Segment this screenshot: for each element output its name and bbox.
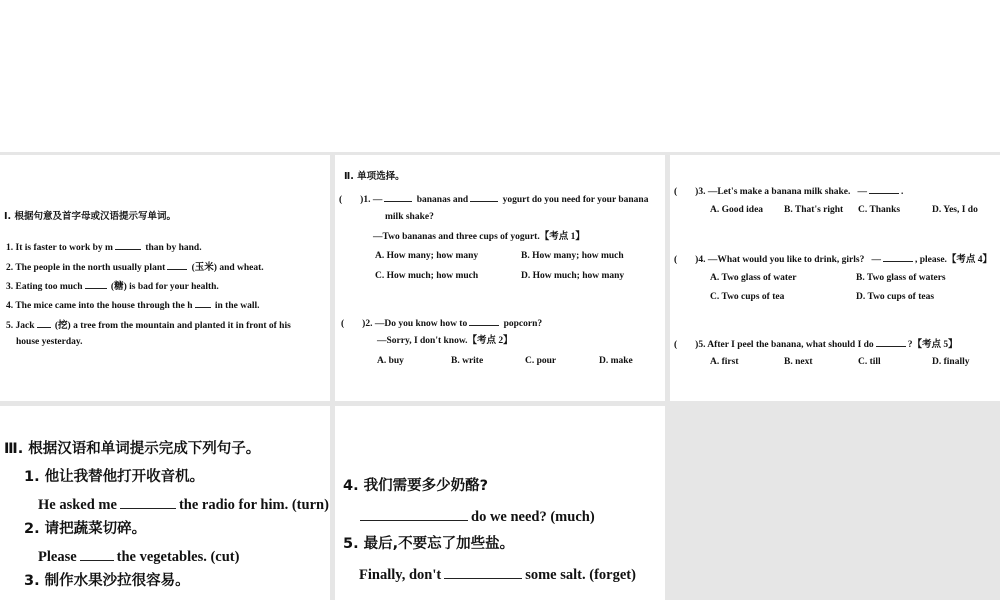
answer-blank[interactable] (115, 239, 141, 250)
answer-blank[interactable] (37, 317, 51, 328)
s1-item-3: 3. Eating too much (糖) is bad for your health. (6, 278, 219, 293)
s3-item-5-cn: 5. 最后,不要忘了加些盐。 (343, 536, 515, 552)
q5-option-d[interactable]: D. finally (932, 357, 970, 367)
q3-option-a[interactable]: A. Good idea (710, 205, 764, 215)
q5-option-b[interactable]: B. next (784, 357, 813, 367)
q2-stem: ( )2. —Do you know how to popcorn? (341, 315, 542, 330)
answer-blank[interactable] (883, 251, 913, 262)
q2-option-d[interactable]: D. make (599, 356, 633, 366)
answer-blank[interactable] (85, 278, 107, 289)
q2-option-b[interactable]: B. write (451, 356, 484, 366)
q2-answer: —Sorry, I don't know.【考点 2】 (377, 336, 513, 346)
answer-blank[interactable] (444, 564, 522, 579)
q1-option-a[interactable]: A. How many; how many (375, 251, 479, 261)
q4-option-a[interactable]: A. Two glass of water (710, 273, 797, 283)
s1-item-2: 2. The people in the north usually plant (玉米) and wheat. (6, 259, 264, 274)
q4-option-d[interactable]: D. Two cups of teas (856, 292, 935, 302)
answer-blank[interactable] (167, 259, 187, 270)
q3-option-d[interactable]: D. Yes, I do (932, 205, 978, 215)
s3-item-1-cn: 1. 他让我替他打开收音机。 (24, 469, 205, 485)
q4-option-b[interactable]: B. Two glass of waters (856, 273, 946, 283)
answer-blank[interactable] (469, 315, 499, 326)
q3-stem: ( )3. —Let's make a banana milk shake. — . (674, 183, 903, 198)
s3-item-4-en: do we need? (much) (357, 506, 595, 526)
q4-stem: ( )4. —What would you like to drink, girls? — , please.【考点 4】 (674, 251, 992, 266)
answer-blank[interactable] (360, 506, 468, 521)
answer-blank[interactable] (80, 546, 114, 561)
answer-blank[interactable] (120, 494, 176, 509)
panel-section-3a (0, 406, 330, 600)
q1-stem-cont: milk shake? (385, 212, 434, 222)
q4-option-c[interactable]: C. Two cups of tea (710, 292, 785, 302)
answer-blank[interactable] (195, 297, 211, 308)
panel-section-2a (335, 155, 665, 401)
q3-option-c[interactable]: C. Thanks (858, 205, 901, 215)
q1-option-b[interactable]: B. How many; how much (521, 251, 624, 261)
answer-blank[interactable] (876, 336, 906, 347)
q1-answer: —Two bananas and three cups of yogurt.【考点 1】 (373, 232, 585, 242)
section-2-title: Ⅱ. 单项选择。 (344, 171, 405, 182)
panel-section-2b (670, 155, 1000, 401)
q2-option-c[interactable]: C. pour (525, 356, 557, 366)
s3-item-5-en: Finally, don't some salt. (forget) (359, 564, 636, 584)
section-3-title: Ⅲ. 根据汉语和单词提示完成下列句子。 (4, 441, 261, 457)
s3-item-1-en: He asked me the radio for him. (turn) (38, 494, 329, 514)
empty-panel (670, 406, 1000, 600)
s1-item-1: 1. It is faster to work by m than by hand. (6, 239, 202, 254)
q2-option-a[interactable]: A. buy (377, 356, 404, 366)
s3-item-2-cn: 2. 请把蔬菜切碎。 (24, 521, 147, 537)
q5-option-c[interactable]: C. till (858, 357, 881, 367)
section-1-title: Ⅰ. 根据句意及首字母或汉语提示写单词。 (4, 211, 176, 222)
s3-item-4-cn: 4. 我们需要多少奶酪? (343, 478, 489, 494)
answer-blank[interactable] (470, 191, 498, 202)
q5-stem: ( )5. After I peel the banana, what should I do ?【考点 5】 (674, 336, 958, 351)
q1-stem: ( )1. — bananas and yogurt do you need for your banana (339, 191, 648, 206)
s1-item-4: 4. The mice came into the house through the h in the wall. (6, 297, 259, 312)
s3-item-3-cn: 3. 制作水果沙拉很容易。 (24, 573, 190, 589)
s1-item-5: 5. Jack (挖) a tree from the mountain and planted it in front of his (6, 317, 291, 332)
s1-item-5-cont: house yesterday. (16, 337, 83, 347)
panel-section-3b (335, 406, 665, 600)
q1-option-d[interactable]: D. How much; how many (521, 271, 625, 281)
q3-option-b[interactable]: B. That's right (784, 205, 844, 215)
q1-option-c[interactable]: C. How much; how much (375, 271, 479, 281)
answer-blank[interactable] (384, 191, 412, 202)
answer-blank[interactable] (869, 183, 899, 194)
s3-item-2-en: Please the vegetables. (cut) (38, 546, 239, 566)
q5-option-a[interactable]: A. first (710, 357, 739, 367)
panel-section-1 (0, 155, 330, 401)
